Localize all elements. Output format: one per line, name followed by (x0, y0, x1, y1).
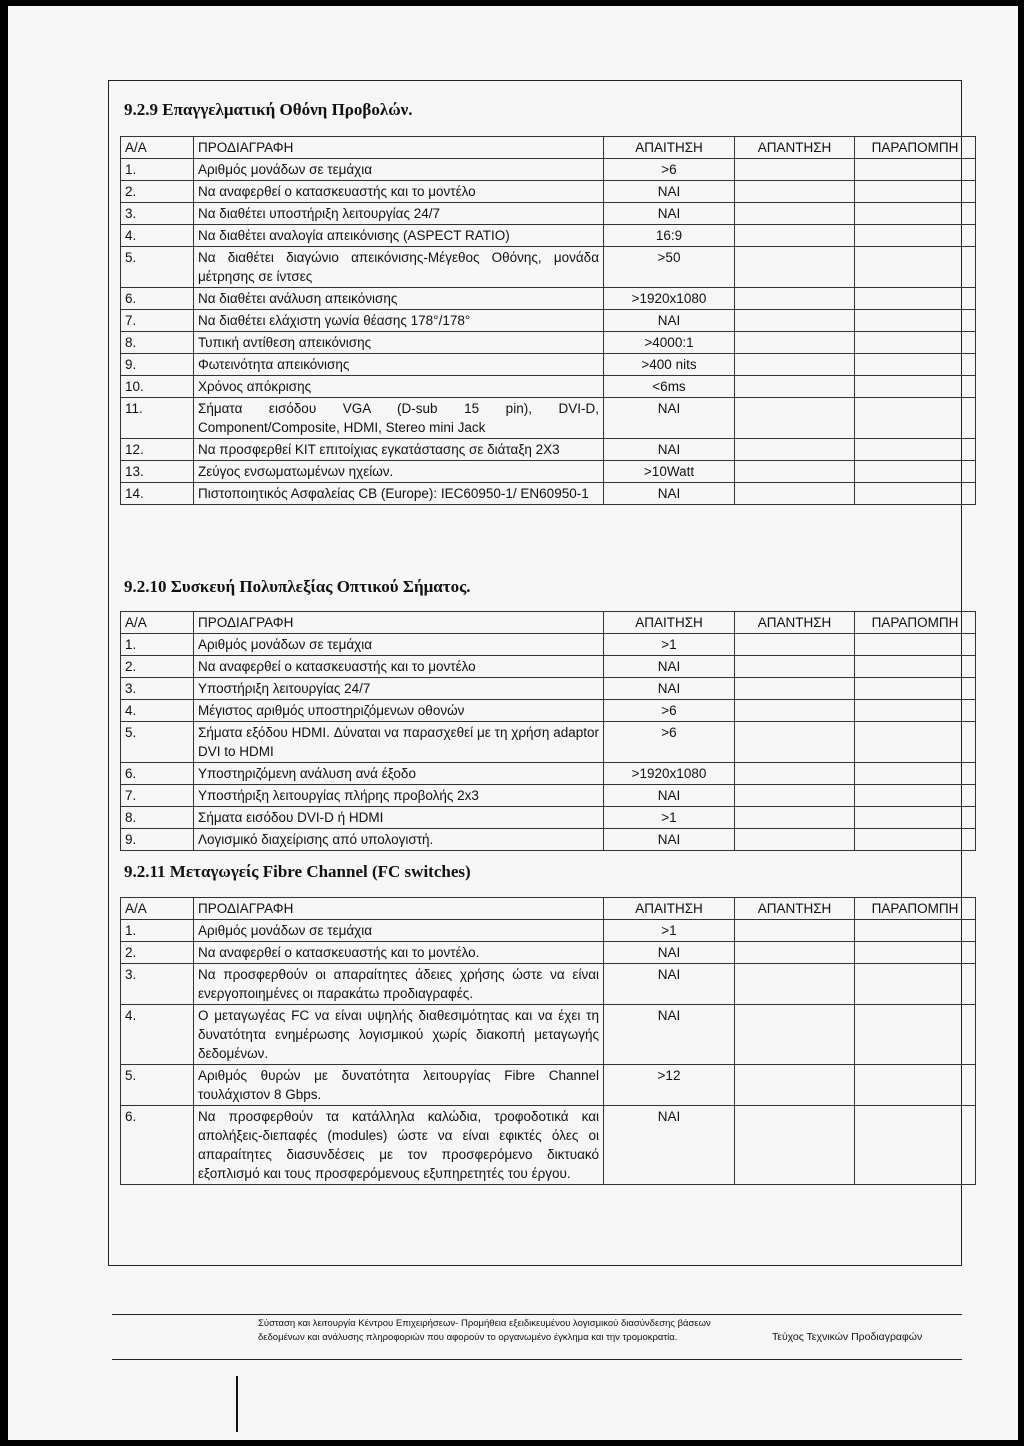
reference-cell (855, 829, 976, 851)
row-number: 3. (121, 203, 194, 225)
requirement-value: >1920x1080 (604, 763, 735, 785)
row-number: 6. (121, 288, 194, 310)
spec-table (120, 897, 976, 1185)
reference-cell (855, 1065, 976, 1106)
reference-cell (855, 181, 976, 203)
row-number: 11. (121, 398, 194, 439)
row-number: 9. (121, 829, 194, 851)
row-number: 7. (121, 310, 194, 332)
requirement-value: ΝΑΙ (604, 964, 735, 1005)
column-header: ΠΡΟΔΙΑΓΡΑΦΗ (194, 137, 604, 159)
row-number: 2. (121, 942, 194, 964)
row-number: 1. (121, 159, 194, 181)
row-number: 6. (121, 1106, 194, 1185)
column-header: Α/Α (121, 898, 194, 920)
row-number: 3. (121, 964, 194, 1005)
answer-cell (735, 829, 855, 851)
requirement-value: ΝΑΙ (604, 829, 735, 851)
answer-cell (735, 354, 855, 376)
row-number: 1. (121, 920, 194, 942)
answer-cell (735, 1065, 855, 1106)
spec-description: Ζεύγος ενσωματωμένων ηχείων. (194, 461, 604, 483)
requirement-value: >6 (604, 159, 735, 181)
spec-description: Αριθμός μονάδων σε τεμάχια (194, 634, 604, 656)
table-row (121, 1005, 976, 1065)
reference-cell (855, 942, 976, 964)
table-row (121, 159, 976, 181)
table-header-row (121, 612, 976, 634)
reference-cell (855, 678, 976, 700)
table-row (121, 656, 976, 678)
margin-mark (236, 1376, 238, 1432)
column-header: ΑΠΑΙΤΗΣΗ (604, 898, 735, 920)
answer-cell (735, 203, 855, 225)
table-row (121, 376, 976, 398)
table-row (121, 203, 976, 225)
reference-cell (855, 483, 976, 505)
requirement-value: >6 (604, 700, 735, 722)
spec-description: Υποστήριξη λειτουργίας πλήρης προβολής 2x3 (194, 785, 604, 807)
answer-cell (735, 656, 855, 678)
table-row (121, 807, 976, 829)
requirement-value: >12 (604, 1065, 735, 1106)
row-number: 4. (121, 225, 194, 247)
reference-cell (855, 1005, 976, 1065)
requirement-value: >4000:1 (604, 332, 735, 354)
column-header: ΑΠΑΙΤΗΣΗ (604, 612, 735, 634)
spec-description: Λογισμικό διαχείρισης από υπολογιστή. (194, 829, 604, 851)
requirement-value: ΝΑΙ (604, 942, 735, 964)
reference-cell (855, 964, 976, 1005)
requirement-value: >10Watt (604, 461, 735, 483)
answer-cell (735, 247, 855, 288)
table-row (121, 247, 976, 288)
answer-cell (735, 181, 855, 203)
table-row (121, 678, 976, 700)
spec-description: Υποστηριζόμενη ανάλυση ανά έξοδο (194, 763, 604, 785)
table-header-row (121, 137, 976, 159)
requirement-value: ΝΑΙ (604, 483, 735, 505)
spec-description: Να αναφερθεί ο κατασκευαστής και το μοντέλο. (194, 942, 604, 964)
spec-description: Να αναφερθεί ο κατασκευαστής και το μοντέλο (194, 656, 604, 678)
answer-cell (735, 159, 855, 181)
answer-cell (735, 332, 855, 354)
requirement-value: ΝΑΙ (604, 656, 735, 678)
requirement-value: ΝΑΙ (604, 439, 735, 461)
answer-cell (735, 225, 855, 247)
answer-cell (735, 288, 855, 310)
answer-cell (735, 461, 855, 483)
reference-cell (855, 1106, 976, 1185)
table-row (121, 1106, 976, 1185)
spec-description: Να διαθέτει υποστήριξη λειτουργίας 24/7 (194, 203, 604, 225)
section-title: 9.2.10 Συσκευή Πολυπλεξίας Οπτικού Σήματος. (124, 577, 471, 596)
column-header: ΠΑΡΑΠΟΜΠΗ (855, 137, 976, 159)
row-number: 2. (121, 656, 194, 678)
row-number: 9. (121, 354, 194, 376)
row-number: 5. (121, 1065, 194, 1106)
spec-description: Πιστοποιητικός Ασφαλείας CB (Europe): IEC60950-1/ EN60950-1 (194, 483, 604, 505)
table-row (121, 942, 976, 964)
page-footer (112, 1314, 962, 1360)
requirement-value: ΝΑΙ (604, 1005, 735, 1065)
reference-cell (855, 159, 976, 181)
answer-cell (735, 722, 855, 763)
spec-description: Ο μεταγωγέας FC να είναι υψηλής διαθεσιμότητας και να έχει τη δυνατότητα ενημέρωσης λογισμικού χωρίς διακοπή μεταγωγής δεδομένων. (194, 1005, 604, 1065)
requirement-value: >1 (604, 920, 735, 942)
answer-cell (735, 439, 855, 461)
table-row (121, 1065, 976, 1106)
reference-cell (855, 332, 976, 354)
answer-cell (735, 920, 855, 942)
requirement-value: >1 (604, 634, 735, 656)
column-header: ΑΠΑΝΤΗΣΗ (735, 898, 855, 920)
row-number: 8. (121, 807, 194, 829)
answer-cell (735, 942, 855, 964)
spec-description: Μέγιστος αριθμός υποστηριζόμενων οθονών (194, 700, 604, 722)
requirement-value: ΝΑΙ (604, 678, 735, 700)
column-header: ΑΠΑΙΤΗΣΗ (604, 137, 735, 159)
column-header: Α/Α (121, 137, 194, 159)
table-row (121, 634, 976, 656)
answer-cell (735, 634, 855, 656)
row-number: 6. (121, 763, 194, 785)
row-number: 14. (121, 483, 194, 505)
footer-document: Τεύχος Τεχνικών Προδιαγραφών (772, 1331, 923, 1343)
spec-description: Να διαθέτει ελάχιστη γωνία θέασης 178°/178° (194, 310, 604, 332)
table-row (121, 700, 976, 722)
reference-cell (855, 920, 976, 942)
column-header: ΠΑΡΑΠΟΜΠΗ (855, 612, 976, 634)
spec-description: Σήματα εξόδου HDMI. Δύναται να παρασχεθεί με τη χρήση adaptor DVI to HDMI (194, 722, 604, 763)
row-number: 5. (121, 247, 194, 288)
row-number: 2. (121, 181, 194, 203)
column-header: ΠΡΟΔΙΑΓΡΑΦΗ (194, 898, 604, 920)
spec-table (120, 611, 976, 851)
spec-description: Υποστήριξη λειτουργίας 24/7 (194, 678, 604, 700)
table-row (121, 785, 976, 807)
reference-cell (855, 203, 976, 225)
table-row (121, 483, 976, 505)
table-row (121, 763, 976, 785)
spec-description: Να διαθέτει ανάλυση απεικόνισης (194, 288, 604, 310)
reference-cell (855, 439, 976, 461)
table-row (121, 461, 976, 483)
row-number: 13. (121, 461, 194, 483)
requirement-value: ΝΑΙ (604, 203, 735, 225)
reference-cell (855, 247, 976, 288)
reference-cell (855, 807, 976, 829)
row-number: 5. (121, 722, 194, 763)
column-header: ΠΡΟΔΙΑΓΡΑΦΗ (194, 612, 604, 634)
reference-cell (855, 310, 976, 332)
answer-cell (735, 700, 855, 722)
answer-cell (735, 398, 855, 439)
spec-description: Να διαθέτει διαγώνιο απεικόνισης-Μέγεθος Οθόνης, μονάδα μέτρησης σε ίντσες (194, 247, 604, 288)
reference-cell (855, 700, 976, 722)
answer-cell (735, 785, 855, 807)
table-row (121, 964, 976, 1005)
requirement-value: >50 (604, 247, 735, 288)
reference-cell (855, 722, 976, 763)
table-header-row (121, 898, 976, 920)
spec-description: Φωτεινότητα απεικόνισης (194, 354, 604, 376)
requirement-value: ΝΑΙ (604, 785, 735, 807)
requirement-value: ΝΑΙ (604, 1106, 735, 1185)
row-number: 8. (121, 332, 194, 354)
reference-cell (855, 225, 976, 247)
requirement-value: >1920x1080 (604, 288, 735, 310)
requirement-value: ΝΑΙ (604, 181, 735, 203)
section-title: 9.2.9 Επαγγελματική Οθόνη Προβολών. (124, 100, 413, 119)
spec-description: Να προσφερθούν οι απαραίτητες άδειες χρήσης ώστε να είναι ενεργοποιημένες οι παρακάτω προδιαγραφές. (194, 964, 604, 1005)
row-number: 12. (121, 439, 194, 461)
table-row (121, 354, 976, 376)
requirement-value: <6ms (604, 376, 735, 398)
row-number: 7. (121, 785, 194, 807)
table-row (121, 181, 976, 203)
reference-cell (855, 376, 976, 398)
spec-table (120, 136, 976, 505)
spec-description: Να προσφερθεί KIT επιτοίχιας εγκατάστασης σε διάταξη 2X3 (194, 439, 604, 461)
row-number: 4. (121, 1005, 194, 1065)
spec-description: Αριθμός μονάδων σε τεμάχια (194, 159, 604, 181)
reference-cell (855, 763, 976, 785)
answer-cell (735, 483, 855, 505)
column-header: Α/Α (121, 612, 194, 634)
answer-cell (735, 807, 855, 829)
requirement-value: >400 nits (604, 354, 735, 376)
requirement-value: ΝΑΙ (604, 398, 735, 439)
requirement-value: >6 (604, 722, 735, 763)
table-row (121, 829, 976, 851)
row-number: 10. (121, 376, 194, 398)
table-row (121, 225, 976, 247)
column-header: ΠΑΡΑΠΟΜΠΗ (855, 898, 976, 920)
reference-cell (855, 656, 976, 678)
spec-description: Να διαθέτει αναλογία απεικόνισης (ASPECT RATIO) (194, 225, 604, 247)
spec-description: Αριθμός θυρών με δυνατότητα λειτουργίας Fibre Channel τουλάχιστον 8 Gbps. (194, 1065, 604, 1106)
table-row (121, 310, 976, 332)
reference-cell (855, 398, 976, 439)
reference-cell (855, 288, 976, 310)
reference-cell (855, 461, 976, 483)
requirement-value: 16:9 (604, 225, 735, 247)
requirement-value: >1 (604, 807, 735, 829)
table-row (121, 722, 976, 763)
spec-description: Να προσφερθούν τα κατάλληλα καλώδια, τροφοδοτικά και απολήξεις-διεπαφές (modules) ώστε να είναι εφικτές όλες οι απαραίτητες διασυνδέσεις με τον προσφερόμενο δικτυακό εξοπλισμό και τους προσφερόμενους εξυπηρετητές του έργου. (194, 1106, 604, 1185)
table-row (121, 288, 976, 310)
column-header: ΑΠΑΝΤΗΣΗ (735, 137, 855, 159)
table-row (121, 332, 976, 354)
requirement-value: ΝΑΙ (604, 310, 735, 332)
row-number: 1. (121, 634, 194, 656)
table-row (121, 398, 976, 439)
answer-cell (735, 1106, 855, 1185)
answer-cell (735, 678, 855, 700)
answer-cell (735, 964, 855, 1005)
table-row (121, 920, 976, 942)
spec-description: Να αναφερθεί ο κατασκευαστής και το μοντέλο (194, 181, 604, 203)
column-header: ΑΠΑΝΤΗΣΗ (735, 612, 855, 634)
spec-description: Χρόνος απόκρισης (194, 376, 604, 398)
reference-cell (855, 634, 976, 656)
answer-cell (735, 763, 855, 785)
spec-description: Σήματα εισόδου VGA (D-sub 15 pin), DVI-D, Component/Composite, HDMI, Stereo mini Jack (194, 398, 604, 439)
reference-cell (855, 785, 976, 807)
section-title: 9.2.11 Μεταγωγείς Fibre Channel (FC switches) (124, 862, 471, 881)
answer-cell (735, 1005, 855, 1065)
table-row (121, 439, 976, 461)
row-number: 4. (121, 700, 194, 722)
answer-cell (735, 376, 855, 398)
answer-cell (735, 310, 855, 332)
spec-description: Αριθμός μονάδων σε τεμάχια (194, 920, 604, 942)
spec-description: Τυπική αντίθεση απεικόνισης (194, 332, 604, 354)
reference-cell (855, 354, 976, 376)
spec-description: Σήματα εισόδου DVI-D ή HDMI (194, 807, 604, 829)
footer-project: Σύσταση και λειτουργία Κέντρου Επιχειρήσεων- Προμήθεια εξειδικευμένου λογισμικού διασύνδεσης βάσεων δεδομένων και ανάλυσης πληροφοριών που αφορούν το οργανωμένο έγκλημα και την τρομοκρατία. (258, 1318, 711, 1343)
row-number: 3. (121, 678, 194, 700)
